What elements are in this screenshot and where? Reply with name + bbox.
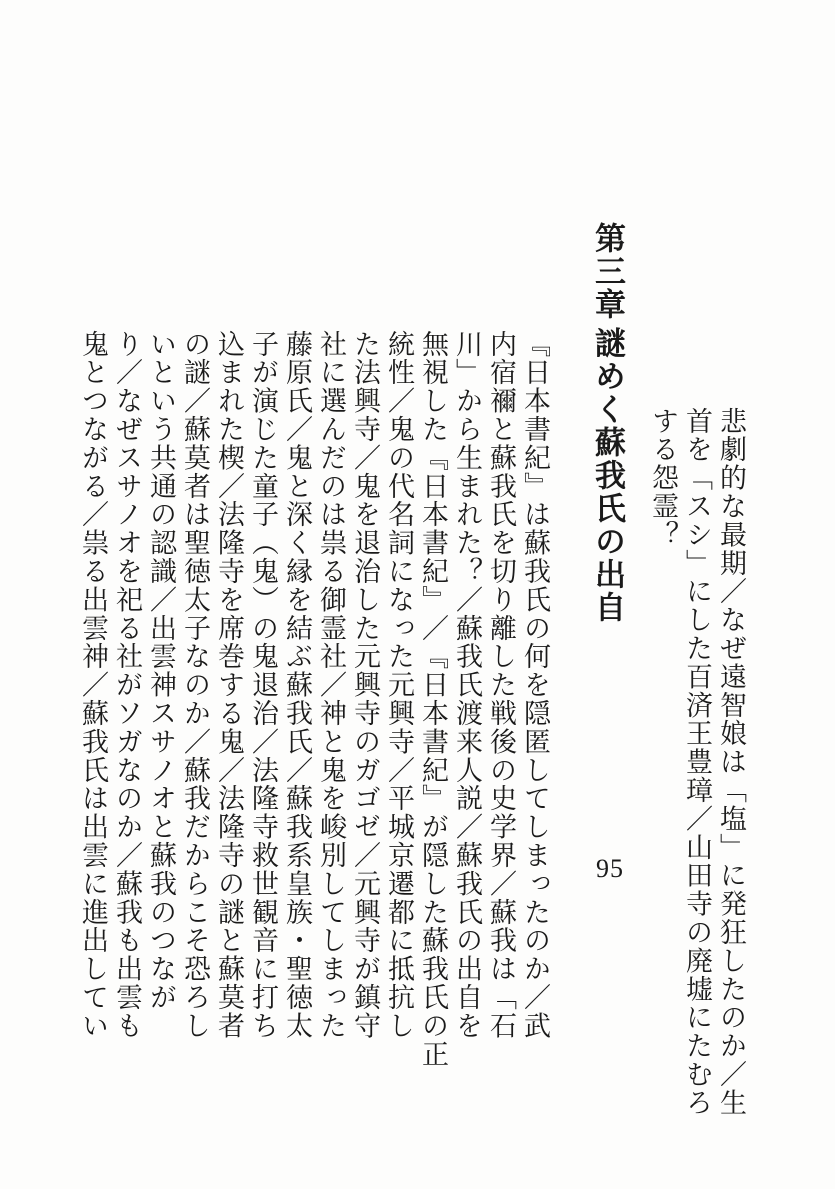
page-number: 95 xyxy=(596,854,624,883)
chapter-title: 謎めく蘇我氏の出自 xyxy=(589,327,625,624)
chapter-label: 第三章 xyxy=(589,222,625,321)
topic-line: 藤原氏／鬼と深く縁を結ぶ蘇我氏／蘇我系皇族・聖徳太 xyxy=(281,330,312,1040)
topic-line: いという共通の認識／出雲神スサノオと蘇我のつなが xyxy=(145,330,176,1012)
topic-line: 無視した『日本書紀』／『日本書紀』が隠した蘇我氏の正 xyxy=(417,330,448,1069)
topic-line: の謎／蘇莫者は聖徳太子なのか／蘇我だからこそ恐ろし xyxy=(179,330,210,1040)
topic-line: た法興寺／鬼を退治した元興寺のガゴゼ／元興寺が鎮守 xyxy=(349,330,380,1040)
topic-line: 社に選んだのは祟る御霊社／神と鬼を峻別してしまった xyxy=(315,330,346,1040)
topic-line: 『日本書紀』は蘇我氏の何を隠匿してしまったのか／武 xyxy=(519,330,550,1040)
prev-topic-line: 首を「スシ」にした百済王豊璋／山田寺の廃墟にたむろ xyxy=(681,407,712,1117)
topic-line: 内宿禰と蘇我氏を切り離した戦後の史学界／蘇我は「石 xyxy=(485,330,516,1040)
topic-line: り／なぜスサノオを祀る社がソガなのか／蘇我も出雲も xyxy=(111,330,142,1040)
prev-topic-line: 悲劇的な最期／なぜ遠智娘は「塩」に発狂したのか／生 xyxy=(715,407,746,1117)
prev-topic-line: する怨霊？ xyxy=(647,407,678,549)
topic-line: 子が演じた童子（鬼）の鬼退治／法隆寺救世観音に打ち xyxy=(247,330,278,1040)
topic-line: 込まれた楔／法隆寺を席巻する鬼／法隆寺の謎と蘇莫者 xyxy=(213,330,244,1040)
topic-line: 鬼とつながる／祟る出雲神／蘇我氏は出雲に進出してい xyxy=(77,330,108,1040)
topic-line: 統性／鬼の代名詞になった元興寺／平城京遷都に抵抗し xyxy=(383,330,414,1040)
topic-line: 川」から生まれた？／蘇我氏渡来人説／蘇我氏の出自を xyxy=(451,330,482,1040)
